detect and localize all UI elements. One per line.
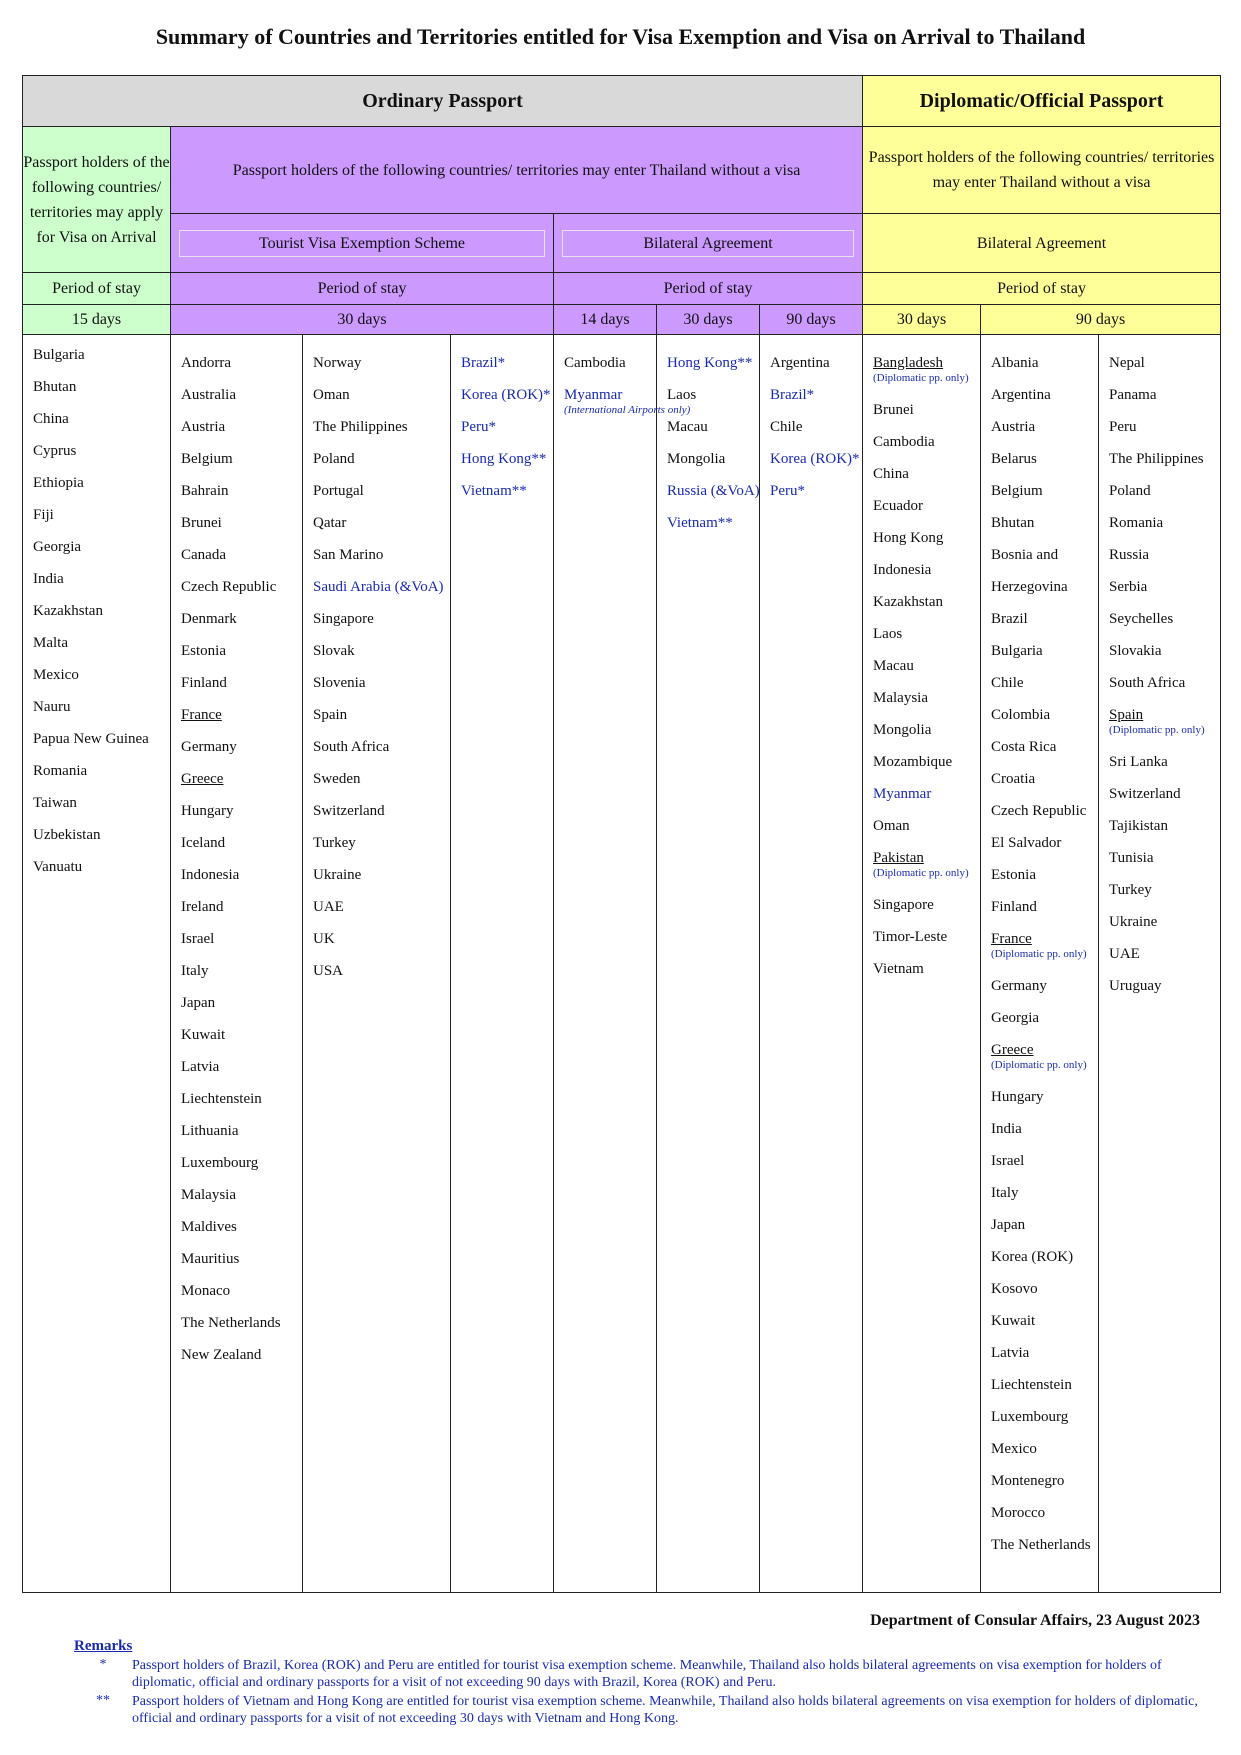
country-item: Oman xyxy=(873,818,910,834)
voa-15-days: 15 days xyxy=(23,305,171,335)
country-item: Kazakhstan xyxy=(873,594,943,610)
country-item: Kuwait xyxy=(181,1027,226,1043)
country-item: Singapore xyxy=(873,897,934,913)
page-title: Summary of Countries and Territories entitled for Visa Exemption and Visa on Arrival to Thailand xyxy=(155,24,1086,49)
country-item: Ecuador xyxy=(873,498,923,514)
country-item: Brunei xyxy=(873,402,914,418)
country-item: Sri Lanka xyxy=(1109,754,1168,770)
country-item: Myanmar xyxy=(873,786,932,802)
country-item: Russia (&VoA) xyxy=(667,483,760,499)
country-item: Uzbekistan xyxy=(33,827,101,843)
country-item: UK xyxy=(313,931,335,947)
country-item: USA xyxy=(313,963,344,979)
remarks-section xyxy=(74,1638,1204,1727)
country-item: Greece xyxy=(181,771,224,787)
country-item: Korea (ROK)* xyxy=(461,387,551,403)
country-item: Hungary xyxy=(991,1089,1044,1105)
ordinary-passport-header: Ordinary Passport xyxy=(23,76,863,127)
country-item: Taiwan xyxy=(33,795,77,811)
country-item: Malaysia xyxy=(181,1187,236,1203)
country-item: Nauru xyxy=(33,699,71,715)
country-item: Czech Republic xyxy=(181,579,277,595)
country-item: Argentina xyxy=(991,387,1051,403)
country-item: Lithuania xyxy=(181,1123,239,1139)
country-item: Albania xyxy=(991,355,1039,371)
visa-summary-table xyxy=(22,75,1221,1593)
remarks-title: Remarks xyxy=(74,1638,133,1654)
country-item: Montenegro xyxy=(991,1473,1065,1489)
country-item: India xyxy=(991,1121,1022,1137)
country-item: Fiji xyxy=(33,507,54,523)
tourist-30-days: 30 days xyxy=(171,305,554,335)
country-item: Pakistan xyxy=(873,850,924,866)
country-item: The Netherlands xyxy=(181,1315,281,1331)
country-item: Kosovo xyxy=(991,1281,1038,1297)
diplomatic-passport-header: Diplomatic/Official Passport xyxy=(863,76,1221,127)
country-item: Nepal xyxy=(1109,355,1145,371)
country-item: Slovakia xyxy=(1109,643,1162,659)
country-item: Romania xyxy=(1109,515,1164,531)
issuing-department: Department of Consular Affairs, 23 August 2023 xyxy=(870,1612,1200,1629)
country-item: Malta xyxy=(33,635,68,651)
country-item: Laos xyxy=(667,387,697,403)
country-item: Estonia xyxy=(181,643,226,659)
country-item: Switzerland xyxy=(1109,786,1181,802)
bilateral-agreement-header: Bilateral Agreement xyxy=(554,214,863,273)
country-item: Ukraine xyxy=(1109,914,1158,930)
country-item: China xyxy=(873,466,909,482)
diplomatic-30-days: 30 days xyxy=(863,305,981,335)
diplomatic-bilateral-header: Bilateral Agreement xyxy=(863,214,1221,273)
country-item: Cambodia xyxy=(564,355,626,371)
country-item: Australia xyxy=(181,387,236,403)
country-item: Liechtenstein xyxy=(991,1377,1072,1393)
country-item: Saudi Arabia (&VoA) xyxy=(313,579,444,595)
country-item: Morocco xyxy=(991,1505,1046,1521)
country-item: El Salvador xyxy=(991,835,1062,851)
country-item: Croatia xyxy=(991,771,1036,787)
country-item: Hungary xyxy=(181,803,234,819)
country-item: Belgium xyxy=(991,483,1043,499)
remark-text: Passport holders of Vietnam and Hong Kong are entitled for tourist visa exemption scheme. Meanwhile, Thailand also holds bilateral agreements on visa exemption for holders of diplomatic, official and ordinary passports for a visit of not exceeding 30 days with Vietnam and Hong Kong. xyxy=(132,1694,1198,1726)
country-item: Timor-Leste xyxy=(873,929,948,945)
country-item: Germany xyxy=(181,739,237,755)
country-item: UAE xyxy=(1109,946,1140,962)
country-item: Bosnia and xyxy=(991,547,1059,563)
country-item: Monaco xyxy=(181,1283,231,1299)
tourist-period-label: Period of stay xyxy=(171,273,554,305)
country-item: Italy xyxy=(181,963,209,979)
country-item: Poland xyxy=(1109,483,1151,499)
country-item: Portugal xyxy=(313,483,364,499)
diplomatic-90-days: 90 days xyxy=(981,305,1221,335)
country-item: Argentina xyxy=(770,355,830,371)
diplomatic-90-list-1 xyxy=(981,335,1099,1593)
country-item: Tunisia xyxy=(1109,850,1154,866)
country-item: (Diplomatic pp. only) xyxy=(873,372,969,384)
bilateral-90-list xyxy=(760,335,863,1593)
country-item: Mongolia xyxy=(873,722,932,738)
country-item: Luxembourg xyxy=(181,1155,259,1171)
country-item: Japan xyxy=(181,995,216,1011)
bilateral-30-days: 30 days xyxy=(657,305,760,335)
country-item: Laos xyxy=(873,626,903,642)
voa-description: Passport holders of the following countries/ territories may apply for Visa on Arrival xyxy=(23,127,171,273)
country-item: Turkey xyxy=(313,835,356,851)
country-item: Papua New Guinea xyxy=(33,731,149,747)
country-item: Serbia xyxy=(1109,579,1148,595)
country-item: Latvia xyxy=(181,1059,220,1075)
country-item: UAE xyxy=(313,899,344,915)
country-item: Hong Kong** xyxy=(461,451,547,467)
country-item: Japan xyxy=(991,1217,1026,1233)
country-item: Georgia xyxy=(991,1010,1040,1026)
country-item: Kazakhstan xyxy=(33,603,103,619)
country-item: Korea (ROK)* xyxy=(770,451,860,467)
country-item: The Netherlands xyxy=(991,1537,1091,1553)
country-item: Estonia xyxy=(991,867,1037,883)
country-item: Peru xyxy=(1109,419,1137,435)
country-item: Chile xyxy=(770,419,803,435)
country-item: Malaysia xyxy=(873,690,928,706)
country-item: Macau xyxy=(667,419,708,435)
country-item: Ukraine xyxy=(313,867,362,883)
bilateral-90-days: 90 days xyxy=(760,305,863,335)
country-item: Kuwait xyxy=(991,1313,1036,1329)
country-item: South Africa xyxy=(1109,675,1186,691)
country-item: Ireland xyxy=(181,899,224,915)
country-item: Finland xyxy=(181,675,227,691)
country-item: Belgium xyxy=(181,451,233,467)
country-item: Slovak xyxy=(313,643,355,659)
country-item: Sweden xyxy=(313,771,361,787)
country-item: Chile xyxy=(991,675,1024,691)
country-item: Andorra xyxy=(181,355,231,371)
country-item: Mexico xyxy=(991,1441,1037,1457)
country-item: Mexico xyxy=(33,667,79,683)
country-item: South Africa xyxy=(313,739,390,755)
diplomatic-exempt-description: Passport holders of the following countries/ territories may enter Thailand without a visa xyxy=(863,127,1221,214)
country-item: Bulgaria xyxy=(33,347,85,363)
country-item: Bahrain xyxy=(181,483,229,499)
country-item: The Philippines xyxy=(1109,451,1204,467)
country-item: Ethiopia xyxy=(33,475,84,491)
remark-mark: * xyxy=(99,1657,107,1672)
visa-exempt-description: Passport holders of the following countries/ territories may enter Thailand without a visa xyxy=(171,127,863,214)
country-item: (Diplomatic pp. only) xyxy=(991,1059,1087,1071)
country-item: Germany xyxy=(991,978,1047,994)
bilateral-14-days: 14 days xyxy=(554,305,657,335)
country-item: Cyprus xyxy=(33,443,77,459)
country-item: Macau xyxy=(873,658,914,674)
country-item: (Diplomatic pp. only) xyxy=(991,948,1087,960)
country-item: Italy xyxy=(991,1185,1019,1201)
country-item: Panama xyxy=(1109,387,1157,403)
country-item: Greece xyxy=(991,1042,1034,1058)
country-item: Canada xyxy=(181,547,226,563)
country-item: (Diplomatic pp. only) xyxy=(1109,724,1205,736)
country-item: Mongolia xyxy=(667,451,726,467)
country-item: Singapore xyxy=(313,611,374,627)
country-item: Bhutan xyxy=(991,515,1035,531)
country-item: Brazil* xyxy=(461,355,506,371)
country-item: Austria xyxy=(181,419,226,435)
country-item: Bhutan xyxy=(33,379,77,395)
country-item: Finland xyxy=(991,899,1037,915)
bilateral-period-label: Period of stay xyxy=(554,273,863,305)
country-item: Vietnam** xyxy=(461,483,527,499)
country-item: Herzegovina xyxy=(991,579,1068,595)
country-item: France xyxy=(991,931,1032,947)
country-item: Colombia xyxy=(991,707,1051,723)
diplomatic-90-list-2 xyxy=(1099,335,1221,1593)
country-item: Oman xyxy=(313,387,350,403)
tourist-country-list-2 xyxy=(303,335,451,1593)
country-item: Maldives xyxy=(181,1219,237,1235)
country-item: The Philippines xyxy=(313,419,408,435)
country-item: Spain xyxy=(1109,707,1144,723)
country-item: Cambodia xyxy=(873,434,935,450)
country-item: Turkey xyxy=(1109,882,1152,898)
country-item: Peru* xyxy=(461,419,496,435)
country-item: Liechtenstein xyxy=(181,1091,262,1107)
country-item: Mozambique xyxy=(873,754,953,770)
country-item: Seychelles xyxy=(1109,611,1174,627)
country-item: Qatar xyxy=(313,515,347,531)
remark-text: Passport holders of Brazil, Korea (ROK) and Peru are entitled for tourist visa exemption scheme. Meanwhile, Thailand also holds bilateral agreements on visa exemption for holders of diplomatic, official and ordinary passports for a visit of not exceeding 90 days with Brazil, Korea (ROK) and Peru. xyxy=(132,1658,1162,1690)
country-item: Bangladesh xyxy=(873,355,943,371)
tourist-country-list-3 xyxy=(451,335,554,1593)
country-item: France xyxy=(181,707,222,723)
country-item: Peru* xyxy=(770,483,805,499)
remark-mark: ** xyxy=(96,1693,110,1708)
country-item: Vietnam** xyxy=(667,515,733,531)
country-item: Vanuatu xyxy=(33,859,83,875)
country-item: Tajikistan xyxy=(1109,818,1168,834)
country-item: Israel xyxy=(181,931,215,947)
country-item: Latvia xyxy=(991,1345,1030,1361)
country-item: New Zealand xyxy=(181,1347,262,1363)
country-item: (Diplomatic pp. only) xyxy=(873,867,969,879)
country-item: Brazil* xyxy=(770,387,815,403)
country-item: Hong Kong** xyxy=(667,355,753,371)
country-item: Luxembourg xyxy=(991,1409,1069,1425)
country-item: Uruguay xyxy=(1109,978,1162,994)
country-item: Czech Republic xyxy=(991,803,1087,819)
country-item: Georgia xyxy=(33,539,82,555)
country-item: Indonesia xyxy=(181,867,240,883)
country-item: Belarus xyxy=(991,451,1037,467)
country-item: Brazil xyxy=(991,611,1028,627)
diplomatic-period-label: Period of stay xyxy=(863,273,1221,305)
country-item: Mauritius xyxy=(181,1251,240,1267)
remark-item xyxy=(74,1657,1204,1691)
country-item: Spain xyxy=(313,707,348,723)
country-item: Austria xyxy=(991,419,1036,435)
country-item: Hong Kong xyxy=(873,530,944,546)
country-item: Indonesia xyxy=(873,562,932,578)
country-item: Vietnam xyxy=(873,961,924,977)
country-item: Korea (ROK) xyxy=(991,1249,1074,1265)
tourist-scheme-header: Tourist Visa Exemption Scheme xyxy=(171,214,554,273)
voa-period-label: Period of stay xyxy=(23,273,171,305)
country-item: Israel xyxy=(991,1153,1025,1169)
country-item: Bulgaria xyxy=(991,643,1043,659)
diplomatic-30-list xyxy=(863,335,981,1593)
bilateral-30-list xyxy=(657,335,760,1593)
country-item: Myanmar xyxy=(564,387,623,403)
remark-item xyxy=(74,1693,1204,1727)
country-item: China xyxy=(33,411,69,427)
country-item: India xyxy=(33,571,64,587)
country-item: Romania xyxy=(33,763,88,779)
country-item: Norway xyxy=(313,355,362,371)
country-item: Iceland xyxy=(181,835,226,851)
country-item: Poland xyxy=(313,451,355,467)
country-item: Russia xyxy=(1109,547,1150,563)
country-item: Switzerland xyxy=(313,803,385,819)
country-item: Costa Rica xyxy=(991,739,1057,755)
tourist-country-list-1 xyxy=(171,335,303,1593)
country-item: (International Airports only) xyxy=(564,404,691,416)
country-item: Slovenia xyxy=(313,675,366,691)
voa-country-list xyxy=(23,335,171,1593)
country-item: Brunei xyxy=(181,515,222,531)
country-item: San Marino xyxy=(313,547,384,563)
country-item: Denmark xyxy=(181,611,237,627)
